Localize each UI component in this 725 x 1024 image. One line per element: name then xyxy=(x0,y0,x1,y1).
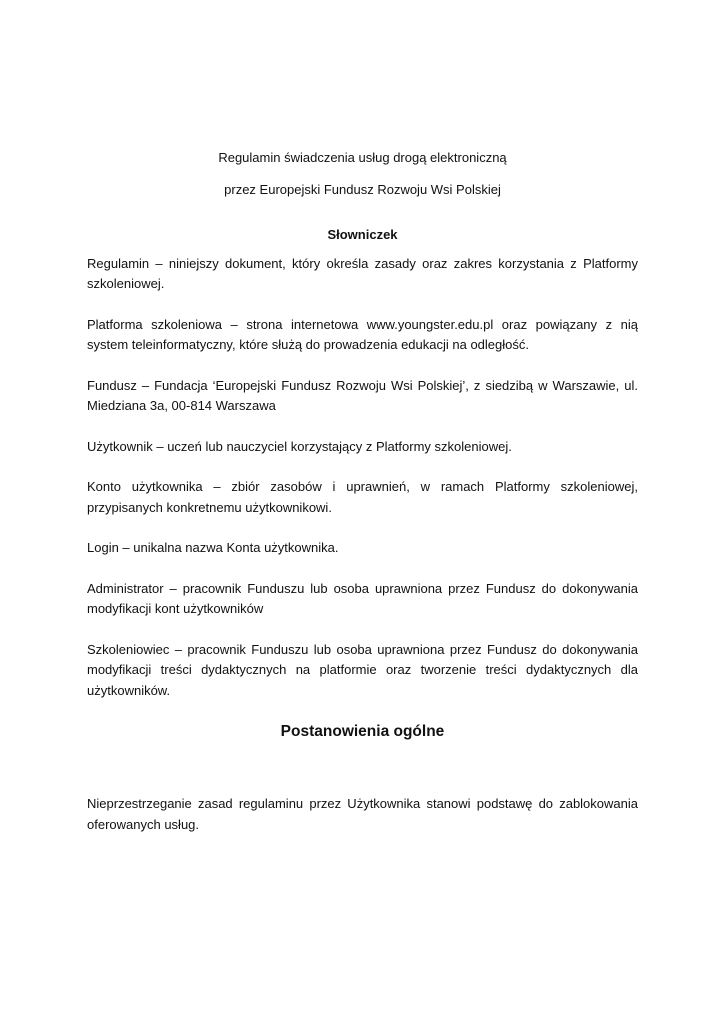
glossary-entry-szkoleniowiec: Szkoleniowiec – pracownik Funduszu lub osoba uprawniona przez Fundusz do dokonywania modyfikacji treści dydaktycznych na platformie oraz tworzenie treści dydaktycznych dla użytkowników. xyxy=(87,641,638,698)
document-title-line-1: Regulamin świadczenia usług drogą elektroniczną xyxy=(218,150,507,165)
glossary-entry-administrator: Administrator – pracownik Funduszu lub osoba uprawniona przez Fundusz do dokonywania modyfikacji kont użytkowników xyxy=(87,580,638,616)
document-content xyxy=(87,148,638,835)
glossary-entry-regulamin: Regulamin – niniejszy dokument, który określa zasady oraz zakres korzystania z Platformy szkoleniowej. xyxy=(87,255,638,291)
glossary-entry-uzytkownik: Użytkownik – uczeń lub nauczyciel korzystający z Platformy szkoleniowej. xyxy=(87,438,512,454)
glossary-entry-login: Login – unikalna nazwa Konta użytkownika. xyxy=(87,540,339,555)
document-title-line-2: przez Europejski Fundusz Rozwoju Wsi Polskiej xyxy=(224,181,501,197)
glossary-heading: Słowniczek xyxy=(327,227,398,242)
glossary-entry-konto: Konto użytkownika – zbiór zasobów i uprawnień, w ramach Platformy szkoleniowej, przypisanych konkretnemu użytkownikowi. xyxy=(87,479,638,515)
glossary-entry-platforma: Platforma szkoleniowa – strona internetowa www.youngster.edu.pl oraz powiązany z nią system teleinformatyczny, które służą do prowadzenia edukacji na odległość. xyxy=(87,316,638,352)
glossary-entry-fundusz: Fundusz – Fundacja ‘Europejski Fundusz Rozwoju Wsi Polskiej’, z siedzibą w Warszawie, ul. Miedziana 3a, 00-814 Warszawa xyxy=(87,377,638,413)
general-provisions-text: Nieprzestrzeganie zasad regulaminu przez Użytkownika stanowi podstawę do zablokowania oferowanych usług. xyxy=(87,796,638,832)
general-provisions-heading: Postanowienia ogólne xyxy=(280,723,445,740)
